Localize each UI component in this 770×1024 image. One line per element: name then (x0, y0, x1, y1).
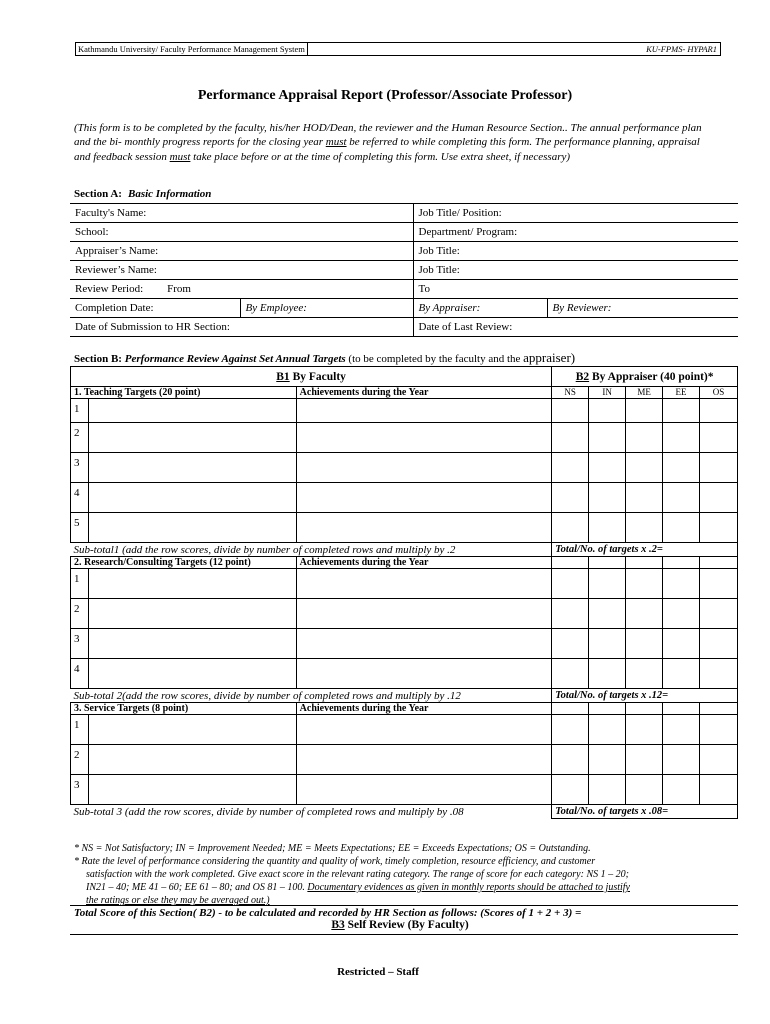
divider (70, 934, 738, 935)
rating-code-ns: NS (552, 387, 589, 399)
score-cell[interactable] (700, 599, 738, 629)
score-cell[interactable] (663, 483, 700, 513)
score-cell[interactable] (626, 483, 663, 513)
score-cell[interactable] (663, 399, 700, 423)
appraiser-job-title-field[interactable]: Job Title: (413, 242, 738, 261)
table-row (71, 745, 738, 775)
row-number: 4 (71, 659, 89, 689)
rating-guidance-note: * Rate the level of performance considering the quantity and quality of work, timely completion, resource efficiency, and customer (74, 856, 596, 867)
reviewer-name-field[interactable]: Reviewer’s Name: (70, 261, 413, 280)
score-cell[interactable] (552, 629, 589, 659)
score-cell[interactable] (700, 745, 738, 775)
table-row (71, 659, 738, 689)
research-targets-heading: 2. Research/Consulting Targets (12 point) (71, 557, 297, 569)
basic-info-table (70, 203, 738, 337)
completion-date-label: Completion Date: (70, 299, 240, 318)
rating-notes: * NS = Not Satisfactory; IN = Improvement Needed; ME = Meets Expectations; EE = Exceeds Expectations; OS = Outstanding. * Rate the level of performance considering the quantity and quality of work, timely completion, resource efficiency, and customer satisfaction with the work completed. Give exact score in the relevant rating category. The range of score for each category: NS 1 – 20; IN21 – 40; ME 41 – 60; EE 61 – 80; and OS 81 – 100. Documentary evidences as given in monthly reports should be attached to justify the ratings or else they may be averaged out.) (74, 842, 734, 907)
targets-table (70, 366, 738, 819)
by-reviewer-field[interactable]: By Reviewer: (547, 299, 738, 318)
row-number: 5 (71, 513, 89, 543)
row-number: 3 (71, 453, 89, 483)
achievement-cell[interactable] (296, 599, 552, 629)
score-cell[interactable] (626, 775, 663, 805)
achievement-cell[interactable] (296, 423, 552, 453)
page-title: Performance Appraisal Report (Professor/Associate Professor) (197, 88, 573, 103)
faculty-name-field[interactable]: Faculty's Name: (70, 204, 413, 223)
score-cell[interactable] (626, 715, 663, 745)
b3-self-review-heading: B3 Self Review (By Faculty) (331, 919, 469, 931)
by-appraiser-field[interactable]: By Appraiser: (413, 299, 547, 318)
score-cell[interactable] (663, 599, 700, 629)
achievement-cell[interactable] (296, 569, 552, 599)
score-cell[interactable] (589, 483, 626, 513)
row-number: 1 (71, 569, 89, 599)
score-cell[interactable] (552, 399, 589, 423)
score-cell[interactable] (700, 513, 738, 543)
score-cell[interactable] (589, 513, 626, 543)
table-row (71, 715, 738, 745)
score-cell[interactable] (589, 599, 626, 629)
achievement-cell[interactable] (296, 483, 552, 513)
target-cell[interactable] (88, 453, 296, 483)
achievement-cell[interactable] (296, 629, 552, 659)
document-header (75, 42, 721, 56)
score-cell[interactable] (626, 569, 663, 599)
score-cell[interactable] (700, 423, 738, 453)
rating-legend-note: * NS = Not Satisfactory; IN = Improvement Needed; ME = Meets Expectations; EE = Exceeds Expectations; OS = Outstanding. (74, 843, 591, 854)
table-row (71, 453, 738, 483)
row-number: 4 (71, 483, 89, 513)
score-cell[interactable] (589, 745, 626, 775)
section-b2-total-line: Total Score of this Section( B2) - to be calculated and recorded by HR Section as follows: (Scores of 1 + 2 + 3) = (74, 907, 582, 919)
row-number: 3 (71, 775, 89, 805)
review-period-from-field[interactable]: Review Period: From (70, 280, 413, 299)
score-cell[interactable] (552, 423, 589, 453)
score-cell[interactable] (663, 513, 700, 543)
rating-code-me: ME (626, 387, 663, 399)
school-field[interactable]: School: (70, 223, 413, 242)
score-cell[interactable] (589, 569, 626, 599)
target-cell[interactable] (88, 629, 296, 659)
score-cell[interactable] (589, 775, 626, 805)
score-cell[interactable] (626, 629, 663, 659)
appraiser-name-field[interactable]: Appraiser’s Name: (70, 242, 413, 261)
score-cell[interactable] (552, 599, 589, 629)
score-cell[interactable] (663, 775, 700, 805)
target-cell[interactable] (88, 569, 296, 599)
intro-paragraph: (This form is to be completed by the faculty, his/her HOD/Dean, the reviewer and the Human Resource Section.. The annual performance plan and the bi- monthly progress reports for the closing year must be referred to while completing this form. The performance planning, appraisal and feedback session must take place before or at the time of completing this form. Use extra sheet, if necessary) (74, 122, 702, 163)
row-number: 2 (71, 599, 89, 629)
row-number: 2 (71, 423, 89, 453)
research-total-field[interactable]: Total/No. of targets x .12= (552, 689, 738, 703)
score-cell[interactable] (552, 745, 589, 775)
review-period-to-field[interactable]: To (413, 280, 738, 299)
score-cell[interactable] (700, 399, 738, 423)
rating-code-os: OS (700, 387, 738, 399)
score-cell[interactable] (589, 629, 626, 659)
score-cell[interactable] (589, 453, 626, 483)
score-cell[interactable] (626, 423, 663, 453)
row-number: 3 (71, 629, 89, 659)
target-cell[interactable] (88, 599, 296, 629)
teaching-subtotal-label: Sub-total1 (add the row scores, divide by number of completed rows and multiply by .2 (71, 543, 552, 557)
last-review-date-field[interactable]: Date of Last Review: (413, 318, 738, 337)
achievement-cell[interactable] (296, 745, 552, 775)
score-cell[interactable] (663, 629, 700, 659)
target-cell[interactable] (88, 775, 296, 805)
table-row (71, 399, 738, 423)
job-title-position-field[interactable]: Job Title/ Position: (413, 204, 738, 223)
header-form-code: KU-FPMS- HYPAR1 (646, 44, 717, 54)
score-cell[interactable] (552, 569, 589, 599)
service-targets-heading: 3. Service Targets (8 point) (71, 703, 297, 715)
section-a-heading: Section A: Basic Information (74, 188, 212, 200)
table-row (71, 483, 738, 513)
score-cell[interactable] (700, 483, 738, 513)
by-employee-field[interactable]: By Employee: (240, 299, 413, 318)
achievements-heading: Achievements during the Year (296, 703, 552, 715)
achievement-cell[interactable] (296, 453, 552, 483)
service-total-field[interactable]: Total/No. of targets x .08= (552, 805, 738, 819)
header-system-name: Kathmandu University/ Faculty Performance Management System (78, 43, 308, 55)
score-cell[interactable] (589, 399, 626, 423)
score-cell[interactable] (552, 483, 589, 513)
row-number: 1 (71, 399, 89, 423)
score-cell[interactable] (626, 659, 663, 689)
target-cell[interactable] (88, 715, 296, 745)
score-cell[interactable] (626, 513, 663, 543)
score-cell[interactable] (700, 775, 738, 805)
score-cell[interactable] (700, 715, 738, 745)
b1-by-faculty-header: B1 By Faculty (71, 367, 552, 387)
b2-by-appraiser-header: B2 By Appraiser (40 point)* (552, 367, 738, 387)
score-cell[interactable] (626, 745, 663, 775)
reviewer-job-title-field[interactable]: Job Title: (413, 261, 738, 280)
score-cell[interactable] (663, 745, 700, 775)
teaching-targets-heading: 1. Teaching Targets (20 point) (71, 387, 297, 399)
score-cell[interactable] (552, 775, 589, 805)
target-cell[interactable] (88, 659, 296, 689)
section-b-heading: Section B: Performance Review Against Set Annual Targets (to be completed by the faculty and the appraiser) (74, 350, 576, 365)
score-cell[interactable] (552, 453, 589, 483)
score-cell[interactable] (552, 659, 589, 689)
rating-code-ee: EE (663, 387, 700, 399)
rating-code-in: IN (589, 387, 626, 399)
score-cell[interactable] (626, 453, 663, 483)
achievement-cell[interactable] (296, 659, 552, 689)
table-row (71, 629, 738, 659)
department-field[interactable]: Department/ Program: (413, 223, 738, 242)
target-cell[interactable] (88, 745, 296, 775)
submission-date-field[interactable]: Date of Submission to HR Section: (70, 318, 413, 337)
achievement-cell[interactable] (296, 715, 552, 745)
row-number: 1 (71, 715, 89, 745)
table-row (71, 775, 738, 805)
teaching-total-field[interactable]: Total/No. of targets x .2= (552, 543, 738, 557)
score-cell[interactable] (663, 659, 700, 689)
table-row (71, 513, 738, 543)
achievement-cell[interactable] (296, 399, 552, 423)
score-cell[interactable] (589, 423, 626, 453)
score-cell[interactable] (663, 715, 700, 745)
service-subtotal-label: Sub-total 3 (add the row scores, divide by number of completed rows and multiply by .08 (71, 805, 552, 819)
target-cell[interactable] (88, 513, 296, 543)
score-cell[interactable] (663, 569, 700, 599)
score-cell[interactable] (700, 453, 738, 483)
research-subtotal-label: Sub-total 2(add the row scores, divide by number of completed rows and multiply by .12 (71, 689, 552, 703)
score-cell[interactable] (626, 599, 663, 629)
score-cell[interactable] (663, 423, 700, 453)
score-cell[interactable] (700, 629, 738, 659)
score-cell[interactable] (589, 659, 626, 689)
divider (70, 905, 738, 906)
table-row (71, 599, 738, 629)
score-cell[interactable] (589, 715, 626, 745)
score-cell[interactable] (552, 513, 589, 543)
achievement-cell[interactable] (296, 775, 552, 805)
target-cell[interactable] (88, 399, 296, 423)
target-cell[interactable] (88, 483, 296, 513)
score-cell[interactable] (626, 399, 663, 423)
row-number: 2 (71, 745, 89, 775)
score-cell[interactable] (700, 569, 738, 599)
footer-classification: Restricted – Staff (337, 966, 419, 978)
achievements-heading: Achievements during the Year (296, 557, 552, 569)
target-cell[interactable] (88, 423, 296, 453)
achievement-cell[interactable] (296, 513, 552, 543)
table-row (71, 569, 738, 599)
score-cell[interactable] (663, 453, 700, 483)
achievements-heading: Achievements during the Year (296, 387, 552, 399)
table-row (71, 423, 738, 453)
score-cell[interactable] (700, 659, 738, 689)
score-cell[interactable] (552, 715, 589, 745)
